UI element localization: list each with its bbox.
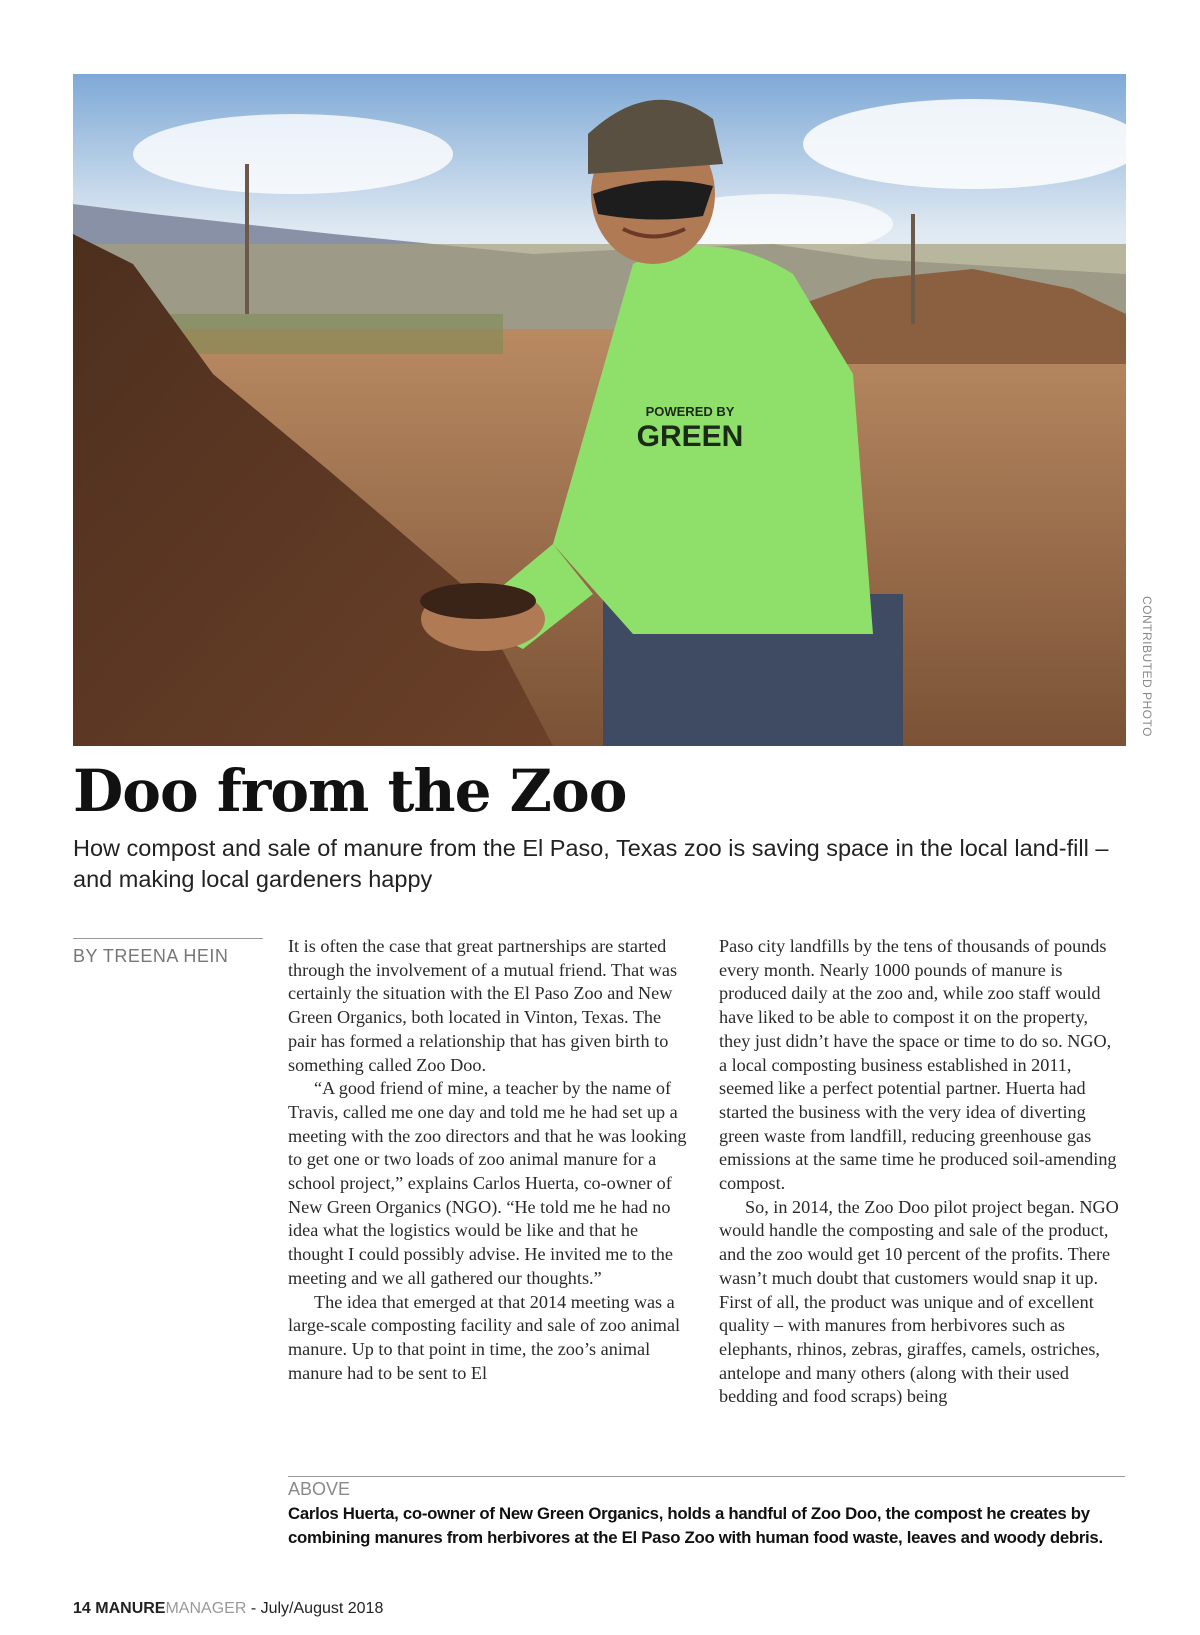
- caption-label: ABOVE: [288, 1479, 351, 1499]
- shirt-print-top: POWERED BY: [645, 404, 735, 419]
- body-column-2: [719, 935, 1119, 1409]
- paragraph: It is often the case that great partnerships are started through the involvement of a mutual friend. That was certainly the situation with the El Paso Zoo and New Green Organics, both located in Vinton, Texas. The pair has formed a relationship that has given birth to something called Zoo Doo.: [288, 936, 678, 1075]
- byline-rule: [73, 938, 263, 939]
- paragraph: So, in 2014, the Zoo Doo pilot project began. NGO would handle the composting and sale of the product, and the zoo would get 10 percent of the profits. There wasn’t much doubt that customers would snap it up. First of all, the product was unique and of excellent quality – with manures from herbivores such as elephants, rhinos, zebras, giraffes, camels, ostriches, antelope and many others (along with their used bedding and food scraps) being: [719, 1196, 1119, 1407]
- caption-text: Carlos Huerta, co-owner of New Green Organics, holds a handful of Zoo Doo, the compost he creates by combining manures from herbivores at the El Paso Zoo with human food waste, leaves and woody debris.: [288, 1504, 1103, 1547]
- caption-rule: [288, 1476, 1125, 1477]
- body-column-1: [288, 935, 688, 1385]
- byline: BY TREENA HEIN: [73, 946, 229, 966]
- magazine-name-bold: MANURE: [95, 1600, 166, 1617]
- page-number: 14: [73, 1600, 91, 1617]
- article-photo: [73, 74, 1126, 746]
- article-deck: How compost and sale of manure from the El Paso, Texas zoo is saving space in the local land-fill – and making local gardeners happy: [73, 835, 1109, 892]
- photo-illustration: [73, 74, 1126, 746]
- paragraph: “A good friend of mine, a teacher by the name of Travis, called me one day and told me he had set up a meeting with the zoo directors and that he was looking to get one or two loads of zoo animal manure for a school project,” explains Carlos Huerta, co-owner of New Green Organics (NGO). “He told me he had no idea what the logistics would be like and that he thought I could possibly advise. He invited me to the meeting and we all gathered our thoughts.”: [288, 1078, 687, 1288]
- magazine-name-light: MANAGER: [165, 1600, 247, 1617]
- issue-date: - July/August 2018: [250, 1600, 384, 1617]
- paragraph: The idea that emerged at that 2014 meeting was a large-scale composting facility and sale of zoo animal manure. Up to that point in time, the zoo’s animal manure had to be sent to El: [288, 1291, 681, 1383]
- photo-credit: CONTRIBUTED PHOTO: [1140, 596, 1154, 737]
- article-title: Doo from the Zoo: [73, 757, 627, 825]
- page-footer: [73, 1600, 383, 1618]
- shirt-print-bottom: GREEN: [636, 420, 744, 453]
- paragraph: Paso city landfills by the tens of thousands of pounds every month. Nearly 1000 pounds of manure is produced daily at the zoo and, while zoo staff would have liked to be able to compost it on the property, they just didn’t have the space or time to do so. NGO, a local composting business established in 2011, seemed like a perfect potential partner. Huerta had started the business with the very idea of diverting green waste from landfill, reducing greenhouse gas emissions at the same time he produced soil-amending compost.: [719, 936, 1117, 1194]
